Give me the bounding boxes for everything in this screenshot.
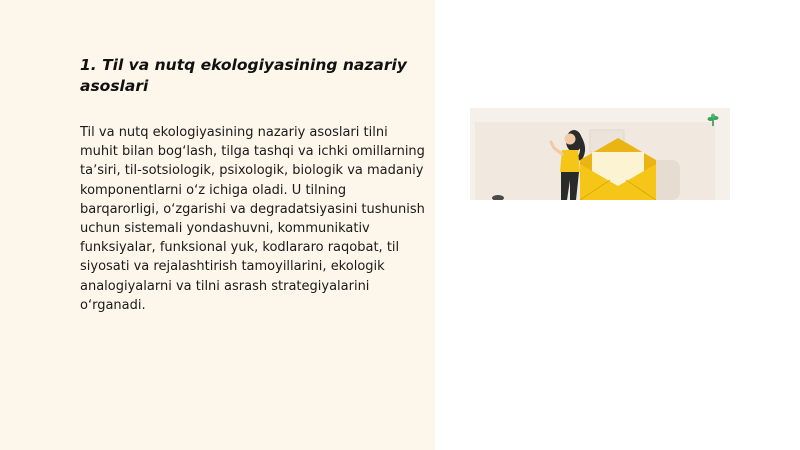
image-panel (435, 0, 800, 450)
slide-title: 1. Til va nutq ekologiyasining nazariy asoslari (80, 56, 407, 95)
woman-head (565, 134, 576, 145)
woman-with-envelope-illustration (470, 108, 730, 200)
woman-trousers (561, 172, 579, 200)
plant-icon (706, 112, 720, 126)
slide-body-text: Til va nutq ekologiyasining nazariy asoslari tilni muhit bilan bogʻlash, tilga tashqi va ichki omillarning taʼsiri, til-sotsiologik, psixologik, biologik va madaniy komponentlarni oʻz ichiga oladi. U tilning barqarorligi, oʻzgarishi va degradatsiyasini tushunish uchun sistemali yondashuvni, kommunikativ funksiyalar, funksional yuk, kodlararo raqobat, til siyosati va rejalashtirish tamoyillarini, ekologik analogiyalarni va tilni asrash strategiyalarini oʻrganadi. (80, 125, 425, 313)
